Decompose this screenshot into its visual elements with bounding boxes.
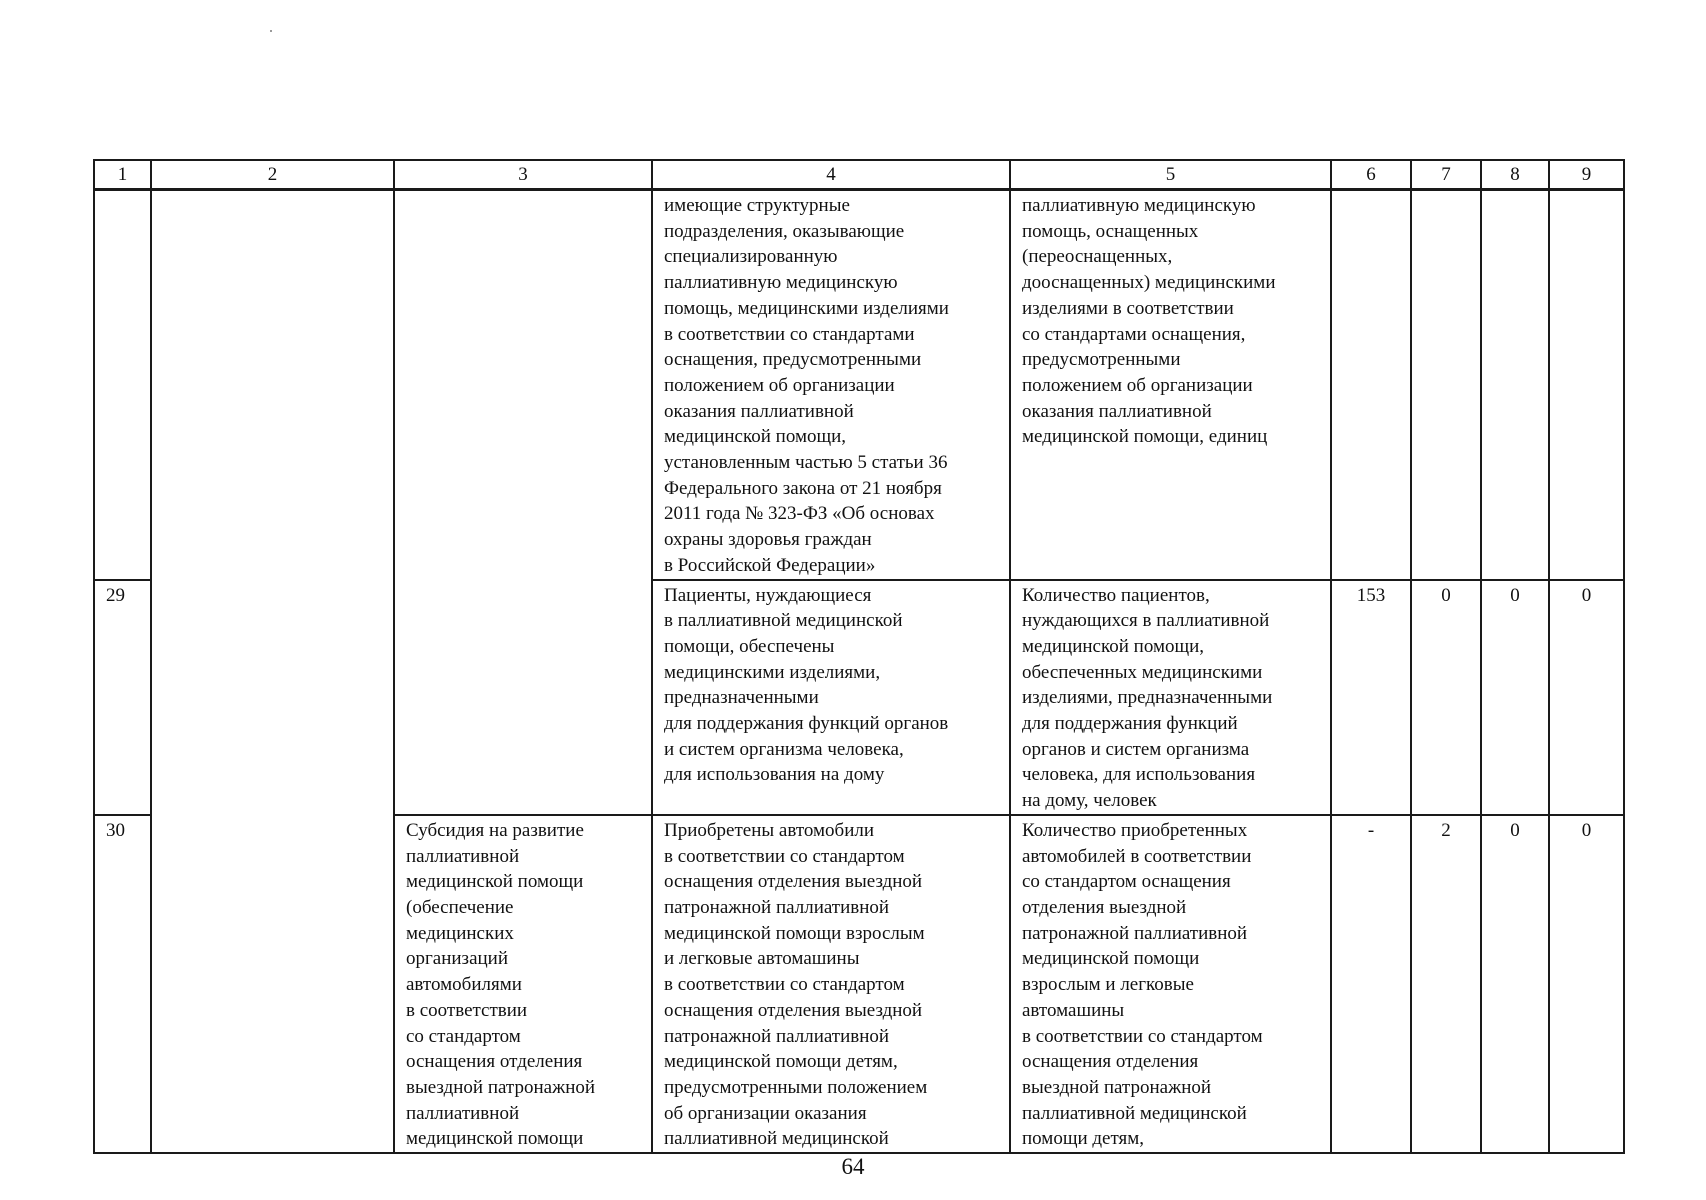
value-cell-7 <box>1411 190 1481 580</box>
row-number-cell: 30 <box>94 815 151 1153</box>
column-3-cell <box>394 190 652 815</box>
scan-speck <box>270 30 272 32</box>
header-cell-5: 5 <box>1010 160 1331 190</box>
value-cell-6: 153 <box>1331 580 1411 815</box>
header-cell-9: 9 <box>1549 160 1624 190</box>
column-2-merged-cell <box>151 190 394 1154</box>
value-cell-6: - <box>1331 815 1411 1153</box>
indicators-table <box>93 159 1625 1154</box>
value-cell-9: 0 <box>1549 815 1624 1153</box>
value-cell-7: 2 <box>1411 815 1481 1153</box>
indicator-description-cell: Количество приобретенных автомобилей в соответствии со стандартом оснащения отделения выездной патронажной паллиативной медицинской помощи взрослым и легковые автомашины в соответствии со стандартом оснащения отделения выездной патронажной паллиативной медицинской помощи детям, <box>1010 815 1331 1153</box>
header-cell-7: 7 <box>1411 160 1481 190</box>
value-cell-9 <box>1549 190 1624 580</box>
header-cell-3: 3 <box>394 160 652 190</box>
value-cell-8: 0 <box>1481 815 1549 1153</box>
header-cell-1: 1 <box>94 160 151 190</box>
indicator-description-cell: паллиативную медицинскую помощь, оснащенных (переоснащенных, дооснащенных) медицинскими изделиями в соответствии со стандартами оснащения, предусмотренными положением об организации оказания паллиативной медицинской помощи, единиц <box>1010 190 1331 580</box>
row-number-cell: 29 <box>94 580 151 815</box>
result-description-cell: Приобретены автомобили в соответствии со стандартом оснащения отделения выездной патронажной паллиативной медицинской помощи взрослым и легковые автомашины в соответствии со стандартом оснащения отделения выездной патронажной паллиативной медицинской помощи детям, предусмотренными положением об организации оказания паллиативной медицинской <box>652 815 1010 1153</box>
table-row-continuation <box>94 190 1624 580</box>
value-cell-8 <box>1481 190 1549 580</box>
page-number: 64 <box>841 1154 865 1179</box>
header-cell-4: 4 <box>652 160 1010 190</box>
result-description-cell: Пациенты, нуждающиеся в паллиативной медицинской помощи, обеспечены медицинскими изделиями, предназначенными для поддержания функций органов и систем организма человека, для использования на дому <box>652 580 1010 815</box>
table-header-row <box>94 160 1624 190</box>
value-cell-9: 0 <box>1549 580 1624 815</box>
indicator-description-cell: Количество пациентов, нуждающихся в паллиативной медицинской помощи, обеспеченных медицинскими изделиями, предназначенными для поддержания функций органов и систем организма человека, для использования на дому, человек <box>1010 580 1331 815</box>
value-cell-7: 0 <box>1411 580 1481 815</box>
row-number-cell <box>94 190 151 580</box>
result-description-cell: имеющие структурные подразделения, оказывающие специализированную паллиативную медицинскую помощь, медицинскими изделиями в соответствии со стандартами оснащения, предусмотренными положением об организации оказания паллиативной медицинской помощи, установленным частью 5 статьи 36 Федерального закона от 21 ноября 2011 года № 323-ФЗ «Об основах охраны здоровья граждан в Российской Федерации» <box>652 190 1010 580</box>
subsidy-description-cell: Субсидия на развитие паллиативной медицинской помощи (обеспечение медицинских организаций автомобилями в соответствии со стандартом оснащения отделения выездной патронажной паллиативной медицинской помощи <box>394 815 652 1153</box>
header-cell-8: 8 <box>1481 160 1549 190</box>
header-cell-2: 2 <box>151 160 394 190</box>
header-cell-6: 6 <box>1331 160 1411 190</box>
value-cell-8: 0 <box>1481 580 1549 815</box>
value-cell-6 <box>1331 190 1411 580</box>
